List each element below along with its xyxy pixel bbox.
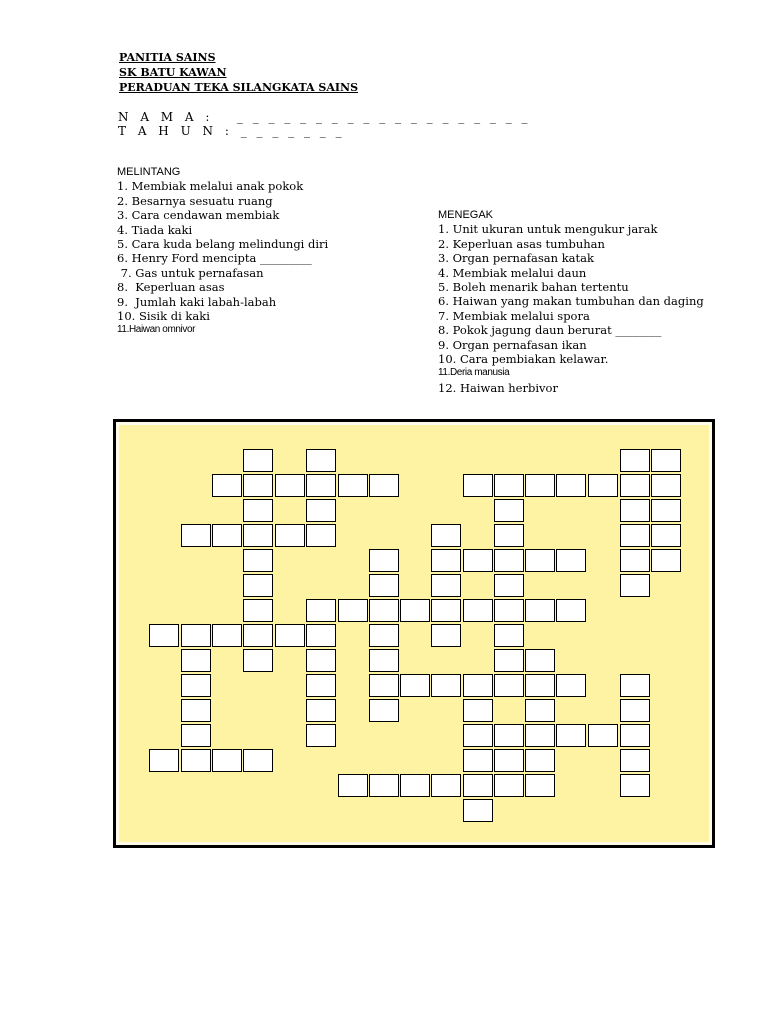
nama-label: N A M A : [118, 110, 214, 124]
melintang-clue: 4. Tiada kaki [117, 222, 193, 237]
crossword-cell[interactable] [212, 524, 242, 547]
crossword-cell[interactable] [431, 624, 461, 647]
crossword-cell[interactable] [369, 624, 399, 647]
crossword-cell[interactable] [525, 549, 555, 572]
crossword-cell[interactable] [338, 599, 368, 622]
crossword-cell[interactable] [369, 699, 399, 722]
crossword-cell[interactable] [494, 499, 524, 522]
crossword-cell[interactable] [620, 699, 650, 722]
crossword-cell[interactable] [620, 449, 650, 472]
melintang-clue: 7. Gas untuk pernafasan [117, 265, 264, 280]
crossword-cell[interactable] [181, 524, 211, 547]
crossword-cell[interactable] [556, 474, 586, 497]
menegak-clue: 9. Organ pernafasan ikan [438, 337, 587, 352]
crossword-cell[interactable] [620, 499, 650, 522]
crossword-cell[interactable] [525, 699, 555, 722]
crossword-cell[interactable] [369, 474, 399, 497]
crossword-cell[interactable] [431, 774, 461, 797]
menegak-clue: 1. Unit ukuran untuk mengukur jarak [438, 222, 658, 237]
crossword-cell[interactable] [525, 774, 555, 797]
crossword-cell[interactable] [243, 449, 273, 472]
menegak-clue: 11.Deria manusia [438, 367, 510, 379]
crossword-cell[interactable] [620, 474, 650, 497]
melintang-title: MELINTANG [117, 166, 181, 178]
crossword-cell[interactable] [525, 474, 555, 497]
crossword-cell[interactable] [181, 724, 211, 747]
crossword-cell[interactable] [149, 749, 179, 772]
crossword-cell[interactable] [369, 599, 399, 622]
menegak-clue: 2. Keperluan asas tumbuhan [438, 236, 605, 251]
crossword-cell[interactable] [306, 524, 336, 547]
crossword-cell[interactable] [275, 524, 305, 547]
crossword-cell[interactable] [306, 649, 336, 672]
crossword-cell[interactable] [369, 674, 399, 697]
crossword-cell[interactable] [275, 474, 305, 497]
crossword-cell[interactable] [181, 624, 211, 647]
crossword-cell[interactable] [620, 749, 650, 772]
melintang-clue: 3. Cara cendawan membiak [117, 208, 280, 223]
crossword-cell[interactable] [463, 699, 493, 722]
crossword-cell[interactable] [651, 499, 681, 522]
crossword-cell[interactable] [494, 549, 524, 572]
melintang-clue: 1. Membiak melalui anak pokok [117, 179, 304, 194]
header-panitia: PANITIA SAINS [119, 51, 216, 64]
crossword-cell[interactable] [149, 624, 179, 647]
melintang-clue: 11.Haiwan omnivor [117, 324, 196, 336]
crossword-cell[interactable] [400, 674, 430, 697]
crossword-cell[interactable] [620, 774, 650, 797]
nama-blank[interactable]: _ _ _ _ _ _ _ _ _ _ _ _ _ _ _ _ _ _ _ [236, 110, 531, 124]
crossword-cell[interactable] [369, 774, 399, 797]
menegak-clue: 7. Membiak melalui spora [438, 308, 590, 323]
menegak-clue: 4. Membiak melalui daun [438, 265, 587, 280]
crossword-cell[interactable] [556, 724, 586, 747]
crossword-cell[interactable] [494, 724, 524, 747]
crossword-cell[interactable] [431, 599, 461, 622]
crossword-cell[interactable] [431, 549, 461, 572]
crossword-cell[interactable] [463, 674, 493, 697]
crossword-cell[interactable] [400, 599, 430, 622]
crossword-cell[interactable] [243, 624, 273, 647]
crossword-cell[interactable] [651, 549, 681, 572]
melintang-clue: 2. Besarnya sesuatu ruang [117, 193, 273, 208]
menegak-clue: 8. Pokok jagung daun berurat ________ [438, 323, 662, 338]
crossword-cell[interactable] [651, 524, 681, 547]
tahun-label: T A H U N : [118, 124, 233, 138]
crossword-cell[interactable] [400, 774, 430, 797]
crossword-cell[interactable] [556, 599, 586, 622]
crossword-grid [119, 425, 709, 842]
crossword-cell[interactable] [212, 474, 242, 497]
crossword-cell[interactable] [463, 599, 493, 622]
melintang-clue: 9. Jumlah kaki labah-labah [117, 294, 277, 309]
crossword-cell[interactable] [306, 499, 336, 522]
tahun-blank[interactable]: _ _ _ _ _ _ _ [240, 124, 345, 138]
crossword-cell[interactable] [494, 574, 524, 597]
crossword-cell[interactable] [243, 649, 273, 672]
crossword-cell[interactable] [181, 674, 211, 697]
melintang-list [117, 165, 328, 338]
crossword-cell[interactable] [338, 774, 368, 797]
menegak-clue: 6. Haiwan yang makan tumbuhan dan daging [438, 294, 704, 309]
crossword-cell[interactable] [494, 624, 524, 647]
menegak-clue: 5. Boleh menarik bahan tertentu [438, 280, 629, 295]
melintang-clue: 8. Keperluan asas [117, 280, 225, 295]
crossword-cell[interactable] [463, 749, 493, 772]
header-school: SK BATU KAWAN [119, 66, 227, 79]
crossword-cell[interactable] [651, 474, 681, 497]
crossword-cell[interactable] [525, 674, 555, 697]
crossword-cell[interactable] [431, 574, 461, 597]
crossword-cell[interactable] [306, 449, 336, 472]
menegak-list [438, 208, 704, 395]
crossword-cell[interactable] [275, 624, 305, 647]
crossword-cell[interactable] [463, 724, 493, 747]
crossword-cell[interactable] [181, 699, 211, 722]
crossword-cell[interactable] [369, 574, 399, 597]
crossword-cell[interactable] [306, 474, 336, 497]
crossword-cell[interactable] [525, 599, 555, 622]
nama-field[interactable] [118, 110, 531, 124]
crossword-cell[interactable] [556, 549, 586, 572]
crossword-cell[interactable] [494, 749, 524, 772]
crossword-cell[interactable] [620, 674, 650, 697]
crossword-cell[interactable] [494, 774, 524, 797]
menegak-clue: 12. Haiwan herbivor [438, 380, 558, 395]
crossword-cell[interactable] [463, 474, 493, 497]
crossword-cell[interactable] [525, 749, 555, 772]
crossword-cell[interactable] [243, 549, 273, 572]
crossword-cell[interactable] [243, 749, 273, 772]
menegak-clue: 10. Cara pembiakan kelawar. [438, 352, 609, 367]
crossword-cell[interactable] [651, 449, 681, 472]
crossword-cell[interactable] [306, 674, 336, 697]
crossword-cell[interactable] [463, 549, 493, 572]
crossword-cell[interactable] [494, 474, 524, 497]
crossword-cell[interactable] [525, 724, 555, 747]
crossword-cell[interactable] [181, 749, 211, 772]
crossword-cell[interactable] [431, 674, 461, 697]
crossword-cell[interactable] [620, 724, 650, 747]
crossword-cell[interactable] [463, 799, 493, 822]
crossword-cell[interactable] [494, 599, 524, 622]
crossword-cell[interactable] [243, 474, 273, 497]
melintang-clue: 6. Henry Ford mencipta _________ [117, 251, 312, 266]
header-title: PERADUAN TEKA SILANGKATA SAINS [119, 81, 359, 94]
crossword-cell[interactable] [556, 674, 586, 697]
crossword-cell[interactable] [463, 774, 493, 797]
crossword-cell[interactable] [306, 624, 336, 647]
crossword-cell[interactable] [306, 599, 336, 622]
crossword-cell[interactable] [494, 674, 524, 697]
crossword-cell[interactable] [620, 574, 650, 597]
crossword-cell[interactable] [212, 749, 242, 772]
melintang-clue: 5. Cara kuda belang melindungi diri [117, 237, 329, 252]
crossword-cell[interactable] [243, 524, 273, 547]
crossword-cell[interactable] [306, 699, 336, 722]
crossword-cell[interactable] [525, 649, 555, 672]
crossword-cell[interactable] [620, 524, 650, 547]
crossword-cell[interactable] [243, 599, 273, 622]
crossword-cell[interactable] [243, 499, 273, 522]
melintang-clue: 10. Sisik di kaki [117, 309, 210, 324]
crossword-cell[interactable] [181, 649, 211, 672]
menegak-title: MENEGAK [438, 209, 494, 221]
crossword-cell[interactable] [369, 649, 399, 672]
crossword-cell[interactable] [494, 649, 524, 672]
crossword-cell[interactable] [306, 724, 336, 747]
crossword-cell[interactable] [338, 474, 368, 497]
crossword-frame [113, 419, 715, 848]
crossword-cell[interactable] [369, 549, 399, 572]
crossword-cell[interactable] [212, 624, 242, 647]
crossword-cell[interactable] [243, 574, 273, 597]
crossword-cell[interactable] [431, 524, 461, 547]
crossword-cell[interactable] [588, 724, 618, 747]
crossword-cell[interactable] [588, 474, 618, 497]
menegak-clue: 3. Organ pernafasan katak [438, 251, 594, 266]
crossword-cell[interactable] [620, 549, 650, 572]
tahun-field[interactable] [118, 124, 345, 138]
crossword-cell[interactable] [494, 524, 524, 547]
